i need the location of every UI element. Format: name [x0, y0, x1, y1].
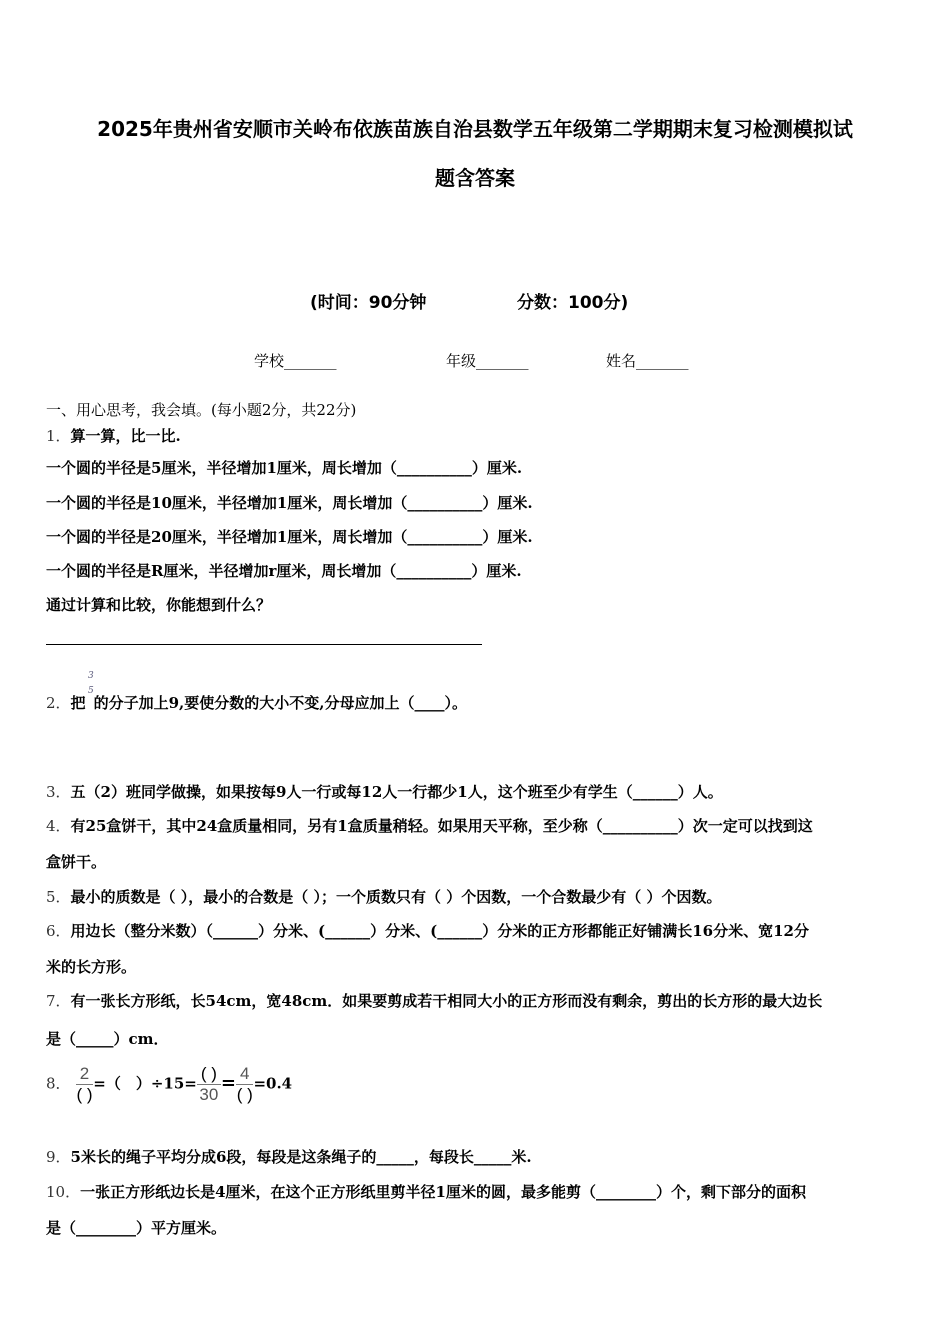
name-field: 姓名_______: [606, 352, 689, 370]
fraction: $\frac{4}{( )}$: [236, 1064, 253, 1104]
doc-title-cont: 题含答案: [435, 166, 515, 190]
q4-cont: 盒饼干。: [46, 853, 107, 871]
q7-cont: 是（_____）cm．: [46, 1030, 169, 1048]
answer-line: [46, 644, 482, 645]
q1-line: 一个圆的半径是20厘米，半径增加1厘米，周长增加（__________）厘米.: [46, 528, 533, 546]
fraction-denominator: 5: [88, 686, 94, 696]
question-1: [46, 426, 181, 446]
q6-cont: 米的长方形。: [46, 958, 137, 976]
q-number: 8．: [46, 1074, 71, 1093]
q-text: 用边长（整分米数）（______）分米、(______）分米、(______）分米的正方形都能正好铺满长16分米、宽12分: [70, 922, 809, 940]
q10-cont: 是（________）平方厘米。: [46, 1219, 227, 1237]
q-text: 5米长的绳子平均分成6段，每段是这条绳子的_____，每段长_____米.: [70, 1148, 532, 1166]
q-text: 把: [70, 694, 86, 712]
q-text: 算一算，比一比.: [70, 427, 181, 445]
q-number: 7．: [46, 992, 71, 1010]
question-3: [46, 782, 723, 802]
question-6: [46, 921, 809, 941]
q-text: 五（2）班同学做操，如果按每9人一行或每12人一行都少1人，这个班至少有学生（______）人。: [70, 783, 723, 801]
q1-ask: 通过计算和比较，你能想到什么？: [46, 596, 272, 614]
q-number: 1．: [46, 427, 71, 445]
q-number: 4．: [46, 817, 71, 835]
q1-line: 一个圆的半径是10厘米，半径增加1厘米，周长增加（__________）厘米.: [46, 494, 533, 512]
fraction: $\frac{( )}{30}$: [197, 1064, 221, 1105]
q1-line: 一个圆的半径是R厘米，半径增加r厘米，周长增加（__________）厘米.: [46, 562, 522, 580]
fraction: $\frac{2}{( )}$: [76, 1064, 93, 1104]
q-number: 5．: [46, 888, 71, 906]
section-heading: 一、用心思考，我会填。(每小题2分，共22分): [46, 401, 357, 419]
question-2: [46, 693, 467, 713]
q-number: 9．: [46, 1148, 71, 1166]
q-number: 2．: [46, 694, 71, 712]
q-text: 有25盒饼干，其中24盒质量相同，另有1盒质量稍轻。如果用天平称，至少称（__________）次一定可以找到这: [70, 817, 813, 835]
q-text: 一张正方形纸边长是4厘米，在这个正方形纸里剪半径1厘米的圆，最多能剪（________）个，剩下部分的面积: [80, 1183, 806, 1201]
q1-line: 一个圆的半径是5厘米，半径增加1厘米，周长增加（__________）厘米.: [46, 459, 523, 477]
question-9: [46, 1147, 532, 1167]
question-10: [46, 1182, 806, 1202]
question-7: [46, 991, 822, 1011]
question-5: [46, 887, 721, 907]
score-info: 分数：100分): [517, 293, 629, 313]
school-field: 学校_______: [254, 352, 337, 370]
question-4: [46, 816, 813, 836]
q-text: 有一张长方形纸，长54cm，宽48cm．如果要剪成若干相同大小的正方形而没有剩余，剪出的长方形的最大边长: [70, 992, 823, 1010]
time-info: (时间：90分钟: [310, 293, 427, 313]
fraction-numerator: 3: [88, 671, 94, 681]
grade-field: 年级_______: [446, 352, 529, 370]
doc-title: 2025年贵州省安顺市关岭布依族苗族自治县数学五年级第二学期期末复习检测模拟试: [97, 117, 853, 141]
q-number: 10．: [46, 1183, 81, 1201]
q-text: 最小的质数是（ ），最小的合数是（ ）；一个质数只有（ ）个因数，一个合数最少有（ ）个因数。: [70, 888, 722, 906]
q-number: 3．: [46, 783, 71, 801]
q-text: 的分子加上9,要使分数的大小不变,分母应加上（____）。: [93, 694, 467, 712]
question-8: 8． $\frac{2}{( )}$ =（ ）÷15= $\frac{( )}{30}$ = $\frac{4}{( )}$ =0.4: [46, 1064, 293, 1104]
q-number: 6．: [46, 922, 71, 940]
